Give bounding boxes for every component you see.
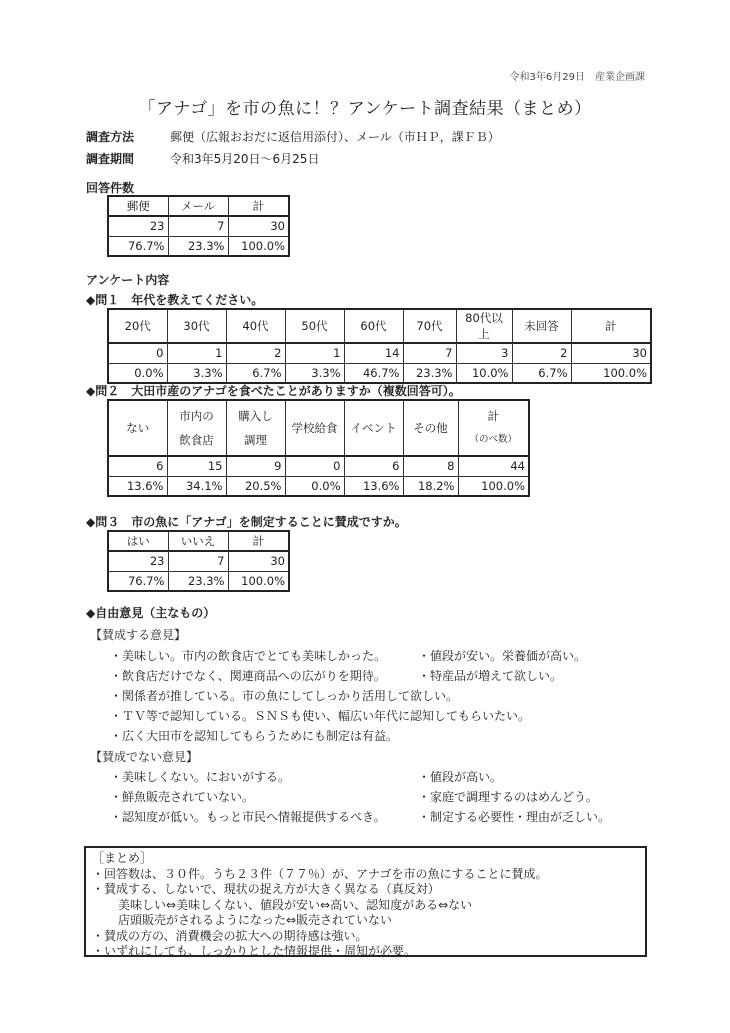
table-row [108, 551, 289, 571]
table-cell: 9 [226, 456, 285, 476]
table-cell: 46.7% [344, 363, 403, 383]
list-item: ・美味しい。市内の飲食店でとても美味しかった。 [110, 649, 387, 663]
table-cell: 0.0% [285, 476, 344, 496]
header-line: その他 [413, 421, 448, 435]
table-row [108, 236, 289, 256]
table-header-cell [285, 400, 344, 456]
page-title: 「アナゴ」を市の魚に！？アンケート調査結果（まとめ） [138, 99, 592, 119]
header-line: イベント [350, 421, 397, 435]
table-cell: 6 [344, 456, 403, 476]
q1-title: ◆問１ 年代を教えてください。 [86, 293, 264, 307]
table-cell: 0.0% [108, 363, 167, 383]
q2-title: ◆問２ 大田市産のアナゴを食べたことがありますか（複数回答可）。 [86, 384, 461, 398]
table-cell: 23.3% [168, 571, 228, 591]
header-line: 計 [487, 409, 499, 423]
table-header-cell: はい [108, 531, 168, 551]
period-label: 調査期間 [86, 152, 135, 166]
table-header-cell [108, 400, 167, 456]
list-item: ・値段が高い。 [418, 770, 503, 784]
table-header-cell: 計 [571, 309, 651, 343]
table-row [108, 456, 529, 476]
table-row [108, 216, 289, 236]
table-cell: 100.0% [571, 363, 651, 383]
table-header-cell [458, 400, 529, 456]
table-cell: 2 [226, 343, 285, 363]
table-cell: 23 [108, 551, 168, 571]
header-line: 市内の [179, 409, 214, 423]
table-cell: 76.7% [108, 236, 168, 256]
table-header-cell [403, 400, 458, 456]
list-item: ・制定する必要性・理由が乏しい。 [418, 810, 611, 824]
table-cell: 7 [168, 551, 228, 571]
method-value: 郵便（広報おおだに返信用添付）、メール（市ＨＰ，課ＦＢ） [170, 130, 500, 144]
table-cell: 0 [285, 456, 344, 476]
table-cell: 3.3% [285, 363, 344, 383]
table-row [108, 363, 651, 383]
table-cell: 30 [228, 551, 289, 571]
table-cell: 8 [403, 456, 458, 476]
responses-table [107, 195, 290, 257]
table-cell: 6.7% [226, 363, 285, 383]
table-header-cell [167, 400, 226, 456]
table-header-cell: 郵便 [108, 196, 168, 216]
table-header-cell: 40代 [226, 309, 285, 343]
table-header-row [108, 309, 651, 343]
list-item: ・家庭で調理するのはめんどう。 [418, 790, 599, 804]
document-date: 令和3年6月29日 産業企画課 [509, 72, 645, 83]
table-header-cell: 30代 [167, 309, 226, 343]
summary-line: ・いずれにしても、しっかりとした情報提供・周知が必要。 [92, 944, 417, 958]
responses-title: 回答件数 [86, 181, 135, 195]
table-header-cell: 70代 [403, 309, 456, 343]
table-header-cell: 50代 [285, 309, 344, 343]
table-cell: 100.0% [458, 476, 529, 496]
table-cell: 44 [458, 456, 529, 476]
header-line: 調理 [244, 433, 267, 447]
method-label: 調査方法 [86, 130, 135, 144]
table-cell: 3.3% [167, 363, 226, 383]
table-header-cell: 計 [228, 196, 289, 216]
table-cell: 13.6% [344, 476, 403, 496]
table-cell: 100.0% [228, 236, 289, 256]
disagree-heading: 【賛成でない意見】 [90, 750, 199, 764]
table-cell: 23.3% [168, 236, 228, 256]
table-cell: 1 [167, 343, 226, 363]
list-item: ・値段が安い。栄養価が高い。 [418, 649, 587, 663]
table-header-cell: 80代以上 [456, 309, 512, 343]
table-cell: 14 [344, 343, 403, 363]
table-row [108, 571, 289, 591]
table-header-cell: 計 [228, 531, 289, 551]
header-line: （のべ数） [469, 434, 517, 445]
table-cell: 13.6% [108, 476, 167, 496]
table-header-row [108, 400, 529, 456]
opinions-title: ◆自由意見（主なもの） [86, 606, 216, 620]
list-item: ・鮮魚販売されていない。 [110, 790, 255, 804]
table-cell: 76.7% [108, 571, 168, 591]
table-header-cell [344, 400, 403, 456]
table-cell: 100.0% [228, 571, 289, 591]
table-header-cell: いいえ [168, 531, 228, 551]
period-value: 令和3年5月20日～6月25日 [170, 152, 320, 166]
list-item: ・広く大田市を認知してもらうためにも制定は有益。 [110, 729, 399, 743]
table-cell: 6 [108, 456, 167, 476]
table-cell: 30 [228, 216, 289, 236]
table-cell: 18.2% [403, 476, 458, 496]
table-cell: 7 [403, 343, 456, 363]
summary-title: ［まとめ］ [92, 851, 153, 865]
q3-table [107, 530, 290, 592]
table-header-row [108, 196, 289, 216]
table-cell: 10.0% [456, 363, 512, 383]
table-cell: 34.1% [167, 476, 226, 496]
table-header-cell: メール [168, 196, 228, 216]
table-cell: 30 [571, 343, 651, 363]
table-cell: 20.5% [226, 476, 285, 496]
table-cell: 6.7% [512, 363, 571, 383]
table-cell: 7 [168, 216, 228, 236]
list-item: ・美味しくない。においがする。 [110, 770, 291, 784]
header-line: 飲食店 [179, 433, 214, 447]
agree-heading: 【賛成する意見】 [90, 628, 187, 642]
table-cell: 15 [167, 456, 226, 476]
table-cell: 2 [512, 343, 571, 363]
q1-table [107, 308, 652, 384]
table-cell: 23.3% [403, 363, 456, 383]
table-header-cell: 20代 [108, 309, 167, 343]
table-header-cell: 60代 [344, 309, 403, 343]
table-cell: 1 [285, 343, 344, 363]
list-item: ・飲食店だけでなく、関連商品への広がりを期待。 [110, 669, 386, 683]
summary-line: 店頭販売がされるようになった⇔販売されていない [118, 913, 393, 927]
list-item: ・特産品が増えて欲しい。 [418, 669, 563, 683]
q3-title: ◆問３ 市の魚に「アナゴ」を制定することに賛成ですか。 [86, 515, 407, 529]
table-header-row [108, 531, 289, 551]
table-cell: 0 [108, 343, 167, 363]
summary-line: ・賛成する、しないで、現状の捉え方が大きく異なる（真反対） [92, 882, 440, 896]
header-line: 学校給食 [291, 421, 338, 435]
table-header-cell: 未回答 [512, 309, 571, 343]
q2-table [107, 399, 530, 497]
list-item: ・関係者が推している。市の魚にしてしっかり活用して欲しい。 [110, 689, 459, 703]
table-cell: 3 [456, 343, 512, 363]
table-row [108, 343, 651, 363]
summary-line: ・回答数は、３０件。うち２３件（７７％）が、アナゴを市の魚にすることに賛成。 [92, 866, 548, 881]
contents-title: アンケート内容 [86, 273, 170, 287]
summary-box [84, 846, 647, 957]
table-row [108, 476, 529, 496]
list-item: ・認知度が低い。もっと市民へ情報提供するべき。 [110, 810, 386, 824]
list-item: ・ＴＶ等で認知している。ＳＮＳも使い、幅広い年代に認知してもらいたい。 [110, 709, 531, 723]
table-header-cell [226, 400, 285, 456]
summary-line: 美味しい⇔美味しくない、値段が安い⇔高い、認知度がある⇔ない [118, 897, 473, 912]
header-line: 購入し [238, 409, 273, 423]
header-line: ない [126, 421, 150, 435]
summary-line: ・賛成の方の、消費機会の拡大への期待感は強い。 [92, 928, 368, 943]
table-cell: 23 [108, 216, 168, 236]
